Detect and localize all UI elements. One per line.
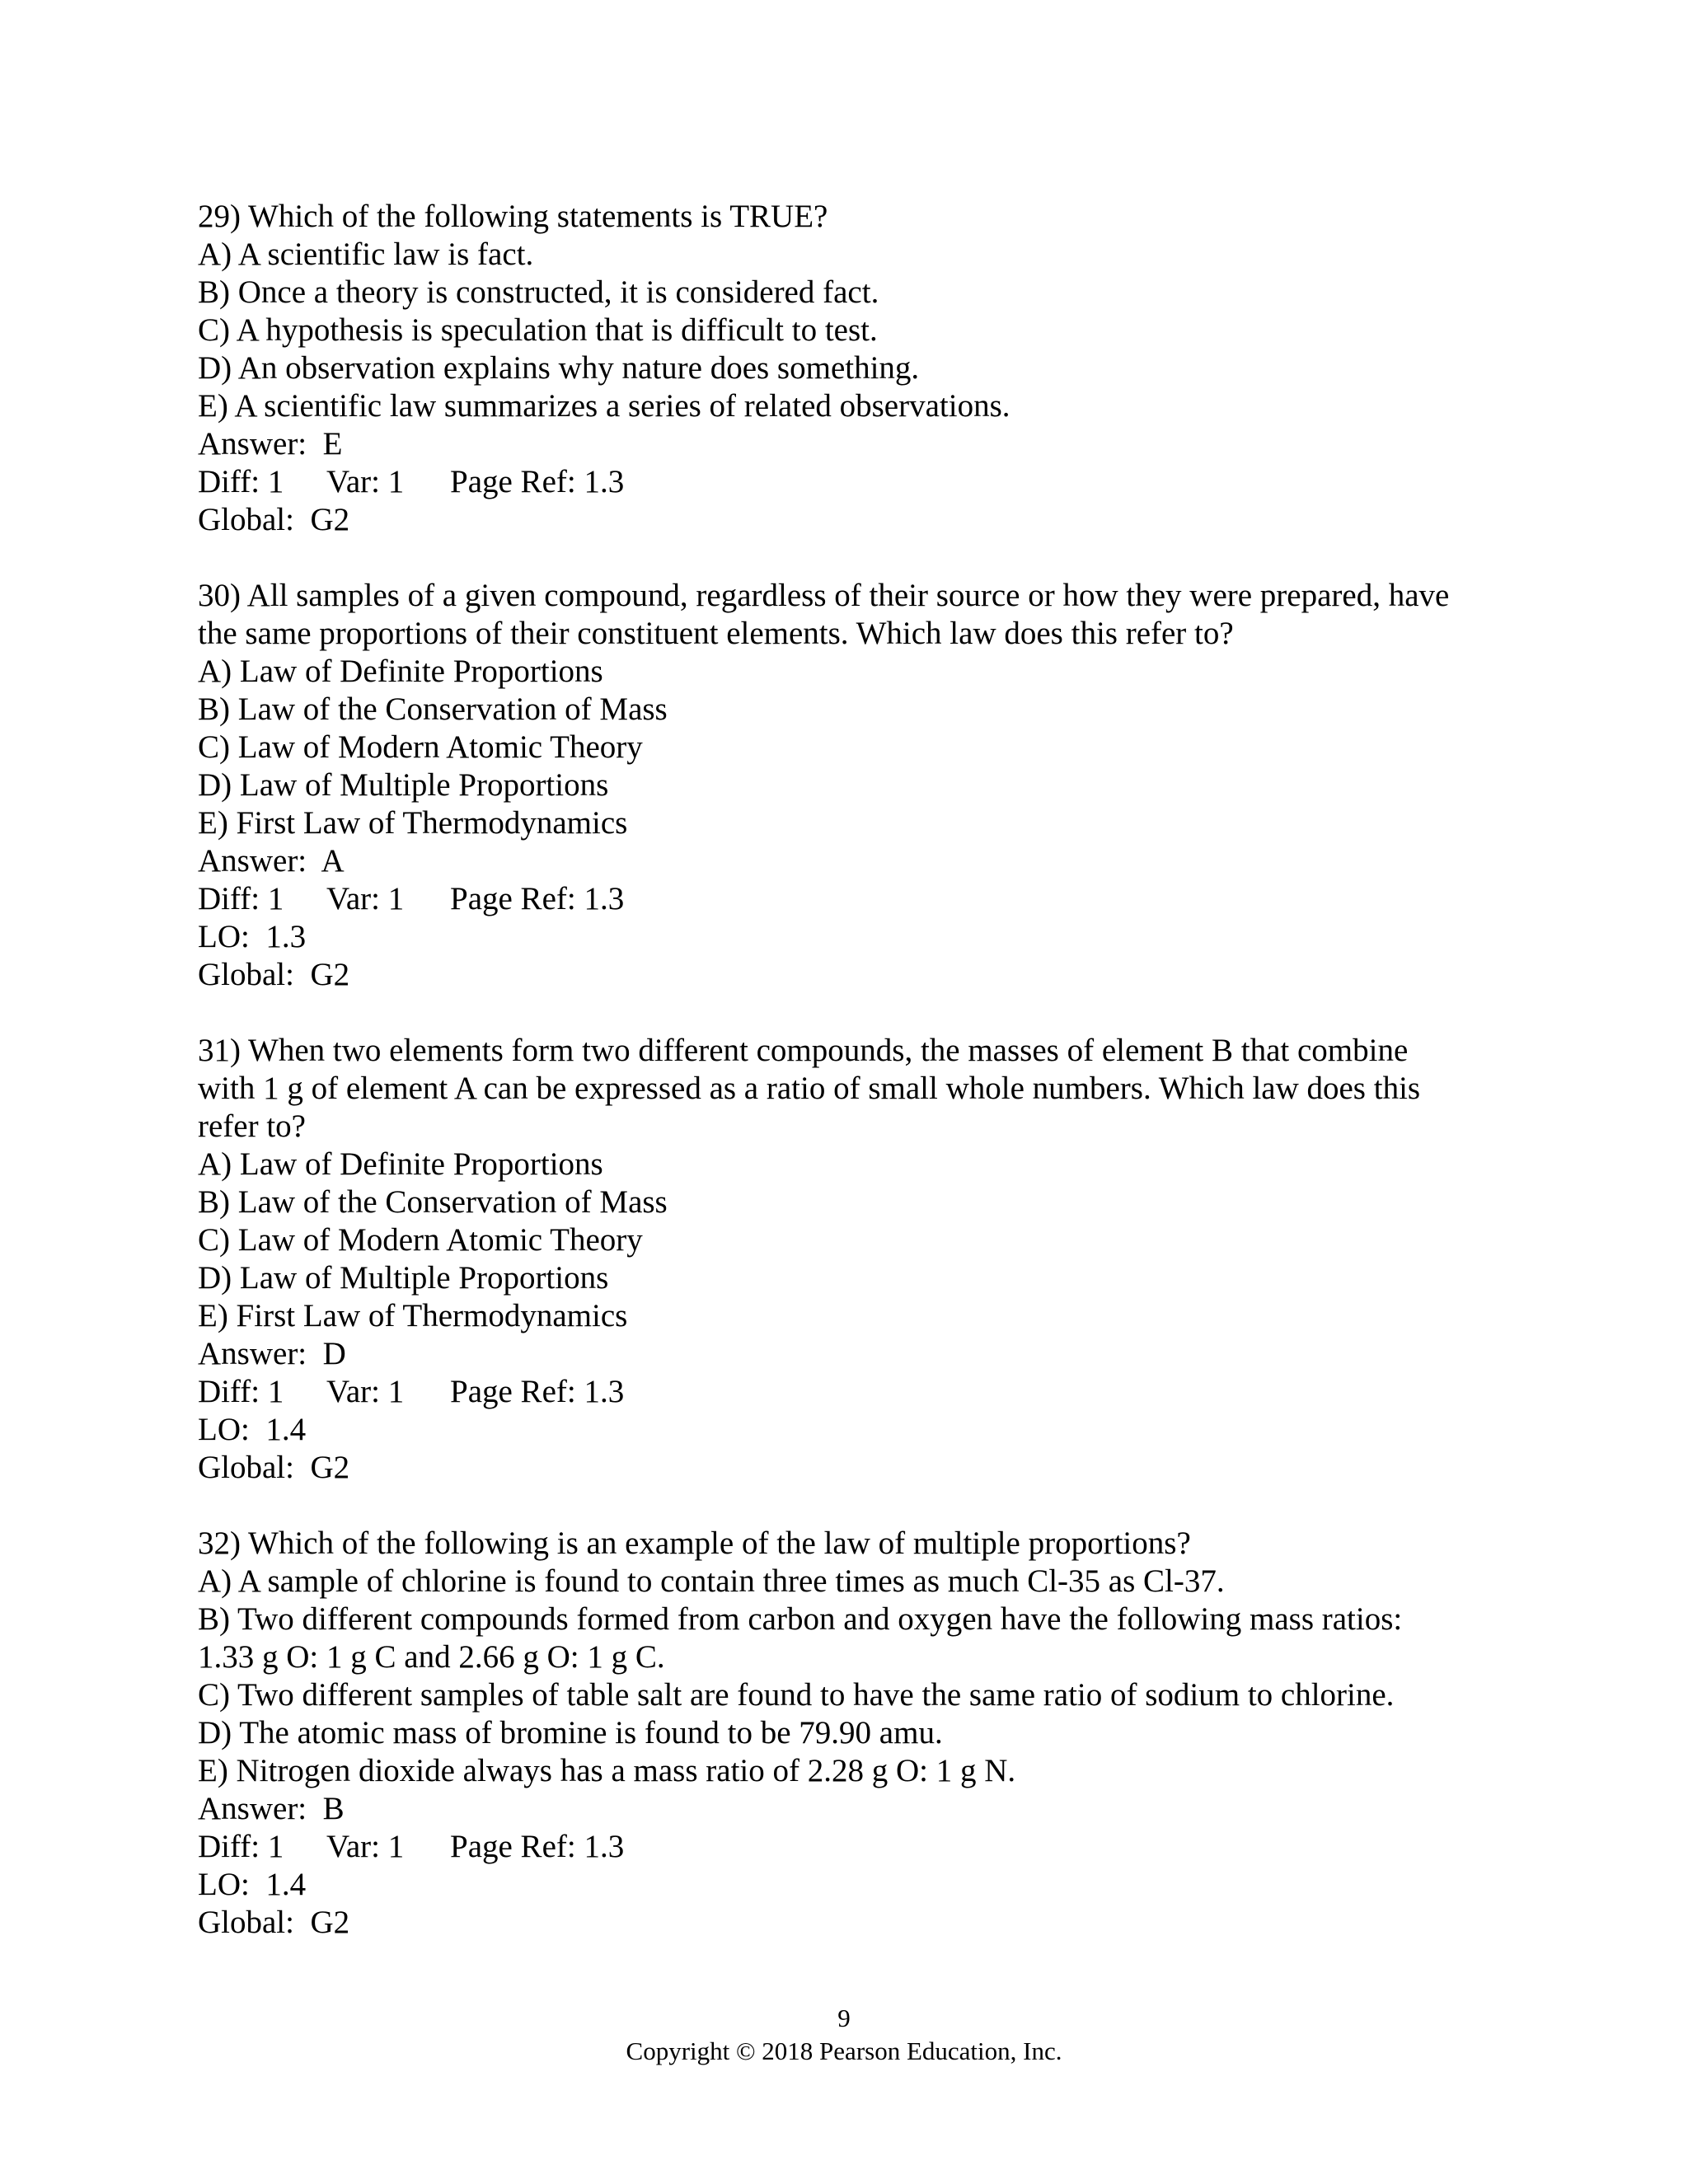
question-prompt: 29) Which of the following statements is TRUE?	[198, 199, 828, 234]
meta-line	[198, 1828, 1517, 1866]
option-b: B) Law of the Conservation of Mass	[198, 691, 668, 727]
answer-line: Answer: A	[198, 843, 345, 879]
question-31	[198, 1032, 1517, 1487]
meta-line	[198, 1373, 1517, 1411]
question-prompt: 30) All samples of a given compound, regardless of their source or how they were prepared, have	[198, 578, 1450, 613]
option-e: E) First Law of Thermodynamics	[198, 805, 628, 841]
option-d: D) The atomic mass of bromine is found to be 79.90 amu.	[198, 1715, 943, 1750]
option-e: E) A scientific law summarizes a series of related observations.	[198, 388, 1010, 424]
option-d: D) Law of Multiple Proportions	[198, 1260, 609, 1296]
document-page	[198, 198, 1517, 1942]
option-d: D) Law of Multiple Proportions	[198, 767, 609, 803]
lo-line: LO: 1.3	[198, 919, 307, 954]
question-30	[198, 577, 1517, 994]
page-number: 9	[837, 2004, 851, 2032]
global-line: Global: G2	[198, 957, 350, 992]
global-line: Global: G2	[198, 1450, 350, 1485]
lo-line: LO: 1.4	[198, 1867, 307, 1902]
meta-line	[198, 880, 1517, 918]
option-b-continued: 1.33 g O: 1 g C and 2.66 g O: 1 g C.	[198, 1639, 665, 1675]
question-32	[198, 1525, 1517, 1942]
option-c: C) Law of Modern Atomic Theory	[198, 1222, 643, 1258]
option-a: A) Law of Definite Proportions	[198, 1146, 603, 1182]
spacer	[198, 539, 1517, 577]
question-prompt: refer to?	[198, 1108, 306, 1144]
option-a: A) Law of Definite Proportions	[198, 654, 603, 689]
question-29	[198, 198, 1517, 539]
global-line: Global: G2	[198, 1905, 350, 1940]
option-e: E) Nitrogen dioxide always has a mass ratio of 2.28 g O: 1 g N.	[198, 1753, 1016, 1788]
page-ref-value: Page Ref: 1.3	[450, 1829, 625, 1864]
diff-value: Diff: 1	[198, 881, 284, 916]
question-prompt: with 1 g of element A can be expressed as a ratio of small whole numbers. Which law does this	[198, 1071, 1421, 1106]
diff-value: Diff: 1	[198, 1374, 284, 1409]
global-line: Global: G2	[198, 502, 350, 537]
question-prompt: the same proportions of their constituent elements. Which law does this refer to?	[198, 616, 1234, 651]
option-c: C) Two different samples of table salt are found to have the same ratio of sodium to chlorine.	[198, 1677, 1395, 1713]
answer-line: Answer: B	[198, 1791, 345, 1826]
option-a: A) A sample of chlorine is found to contain three times as much Cl-35 as Cl-37.	[198, 1563, 1225, 1599]
answer-line: Answer: D	[198, 1336, 346, 1371]
question-prompt: 31) When two elements form two different compounds, the masses of element B that combine	[198, 1033, 1409, 1068]
page-ref-value: Page Ref: 1.3	[450, 464, 625, 499]
copyright-notice: Copyright © 2018 Pearson Education, Inc.	[626, 2036, 1062, 2065]
var-value: Var: 1	[326, 1374, 405, 1409]
page-ref-value: Page Ref: 1.3	[450, 881, 625, 916]
diff-value: Diff: 1	[198, 464, 284, 499]
var-value: Var: 1	[326, 881, 405, 916]
option-b: B) Law of the Conservation of Mass	[198, 1184, 668, 1220]
answer-line: Answer: E	[198, 426, 343, 462]
meta-line	[198, 463, 1517, 501]
var-value: Var: 1	[326, 464, 405, 499]
spacer	[198, 1487, 1517, 1525]
option-c: C) A hypothesis is speculation that is difficult to test.	[198, 312, 878, 348]
option-c: C) Law of Modern Atomic Theory	[198, 729, 643, 765]
diff-value: Diff: 1	[198, 1829, 284, 1864]
page-ref-value: Page Ref: 1.3	[450, 1374, 625, 1409]
option-b: B) Two different compounds formed from carbon and oxygen have the following mass ratios:	[198, 1601, 1403, 1637]
lo-line: LO: 1.4	[198, 1412, 307, 1447]
option-b: B) Once a theory is constructed, it is considered fact.	[198, 274, 879, 310]
spacer	[198, 994, 1517, 1032]
option-e: E) First Law of Thermodynamics	[198, 1298, 628, 1333]
question-prompt: 32) Which of the following is an example of the law of multiple proportions?	[198, 1526, 1191, 1561]
var-value: Var: 1	[326, 1829, 405, 1864]
option-d: D) An observation explains why nature does something.	[198, 350, 920, 386]
option-a: A) A scientific law is fact.	[198, 237, 534, 272]
